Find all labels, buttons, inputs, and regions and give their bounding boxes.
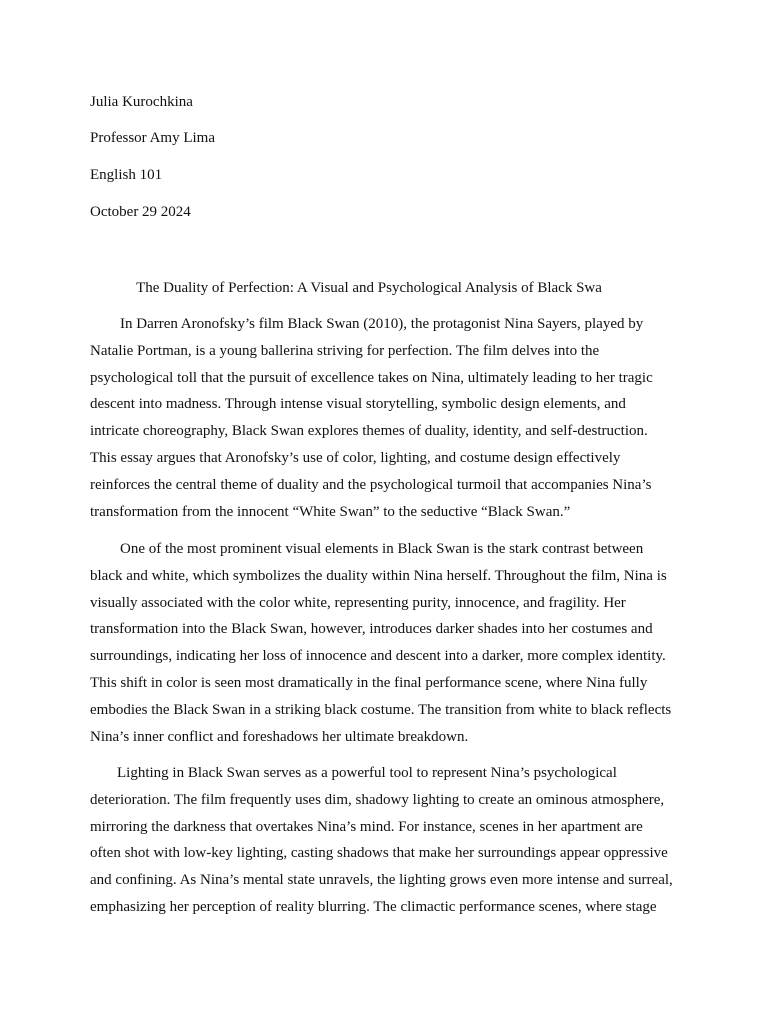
- essay-title: The Duality of Perfection: A Visual and Psychological Analysis of Black Swa: [136, 280, 602, 296]
- paragraph-line: This essay argues that Aronofsky’s use of color, lighting, and costume design effectively: [90, 449, 621, 466]
- paragraph-line: visually associated with the color white, representing purity, innocence, and fragility. Her: [90, 594, 626, 611]
- paragraph-line: often shot with low-key lighting, casting shadows that make her surroundings appear oppressive: [90, 845, 668, 862]
- paragraph-line: embodies the Black Swan in a striking black costume. The transition from white to black reflects: [90, 701, 672, 718]
- body-paragraph-1: [90, 311, 690, 525]
- paragraph-line: mirroring the darkness that overtakes Nina’s mind. For instance, scenes in her apartment are: [90, 818, 643, 835]
- paragraph-line: transformation from the innocent “White Swan” to the seductive “Black Swan.”: [90, 503, 571, 520]
- paragraph-line: intricate choreography, Black Swan explores themes of duality, identity, and self-destruction.: [90, 423, 648, 440]
- body-paragraph-2: [90, 536, 690, 750]
- essay-date: October 29 2024: [90, 204, 191, 220]
- paragraph-line: In Darren Aronofsky’s film Black Swan (2010), the protagonist Nina Sayers, played by: [120, 316, 644, 332]
- paragraph-line: and confining. As Nina’s mental state unravels, the lighting grows even more intense and surreal,: [90, 872, 673, 889]
- paragraph-line: reinforces the central theme of duality and the psychological turmoil that accompanies Nina’s: [90, 476, 652, 493]
- paragraph-line: descent into madness. Through intense visual storytelling, symbolic design elements, and: [90, 396, 626, 413]
- paragraph-line: One of the most prominent visual elements in Black Swan is the stark contrast between: [120, 541, 644, 557]
- paragraph-line: Nina’s inner conflict and foreshadows her ultimate breakdown.: [90, 728, 469, 745]
- paragraph-line: deterioration. The film frequently uses dim, shadowy lighting to create an ominous atmosphere,: [90, 791, 665, 808]
- paragraph-line: transformation into the Black Swan, however, introduces darker shades into her costumes and: [90, 621, 653, 638]
- paragraph-line: Lighting in Black Swan serves as a powerful tool to represent Nina’s psychological: [117, 765, 617, 781]
- course-name: English 101: [90, 167, 163, 183]
- paragraph-line: psychological toll that the pursuit of excellence takes on Nina, ultimately leading to her tragic: [90, 369, 653, 386]
- paragraph-line: black and white, which symbolizes the duality within Nina herself. Throughout the film, Nina is: [90, 567, 667, 584]
- body-paragraph-3: [90, 760, 690, 921]
- student-name: Julia Kurochkina: [90, 94, 193, 110]
- paragraph-line: emphasizing her perception of reality blurring. The climactic performance scenes, where stage: [90, 898, 657, 915]
- paragraph-line: surroundings, indicating her loss of innocence and descent into a darker, more complex identity.: [90, 648, 666, 665]
- paragraph-line: This shift in color is seen most dramatically in the final performance scene, where Nina fully: [90, 674, 648, 691]
- professor-name: Professor Amy Lima: [90, 130, 215, 146]
- paragraph-line: Natalie Portman, is a young ballerina striving for perfection. The film delves into the: [90, 342, 600, 359]
